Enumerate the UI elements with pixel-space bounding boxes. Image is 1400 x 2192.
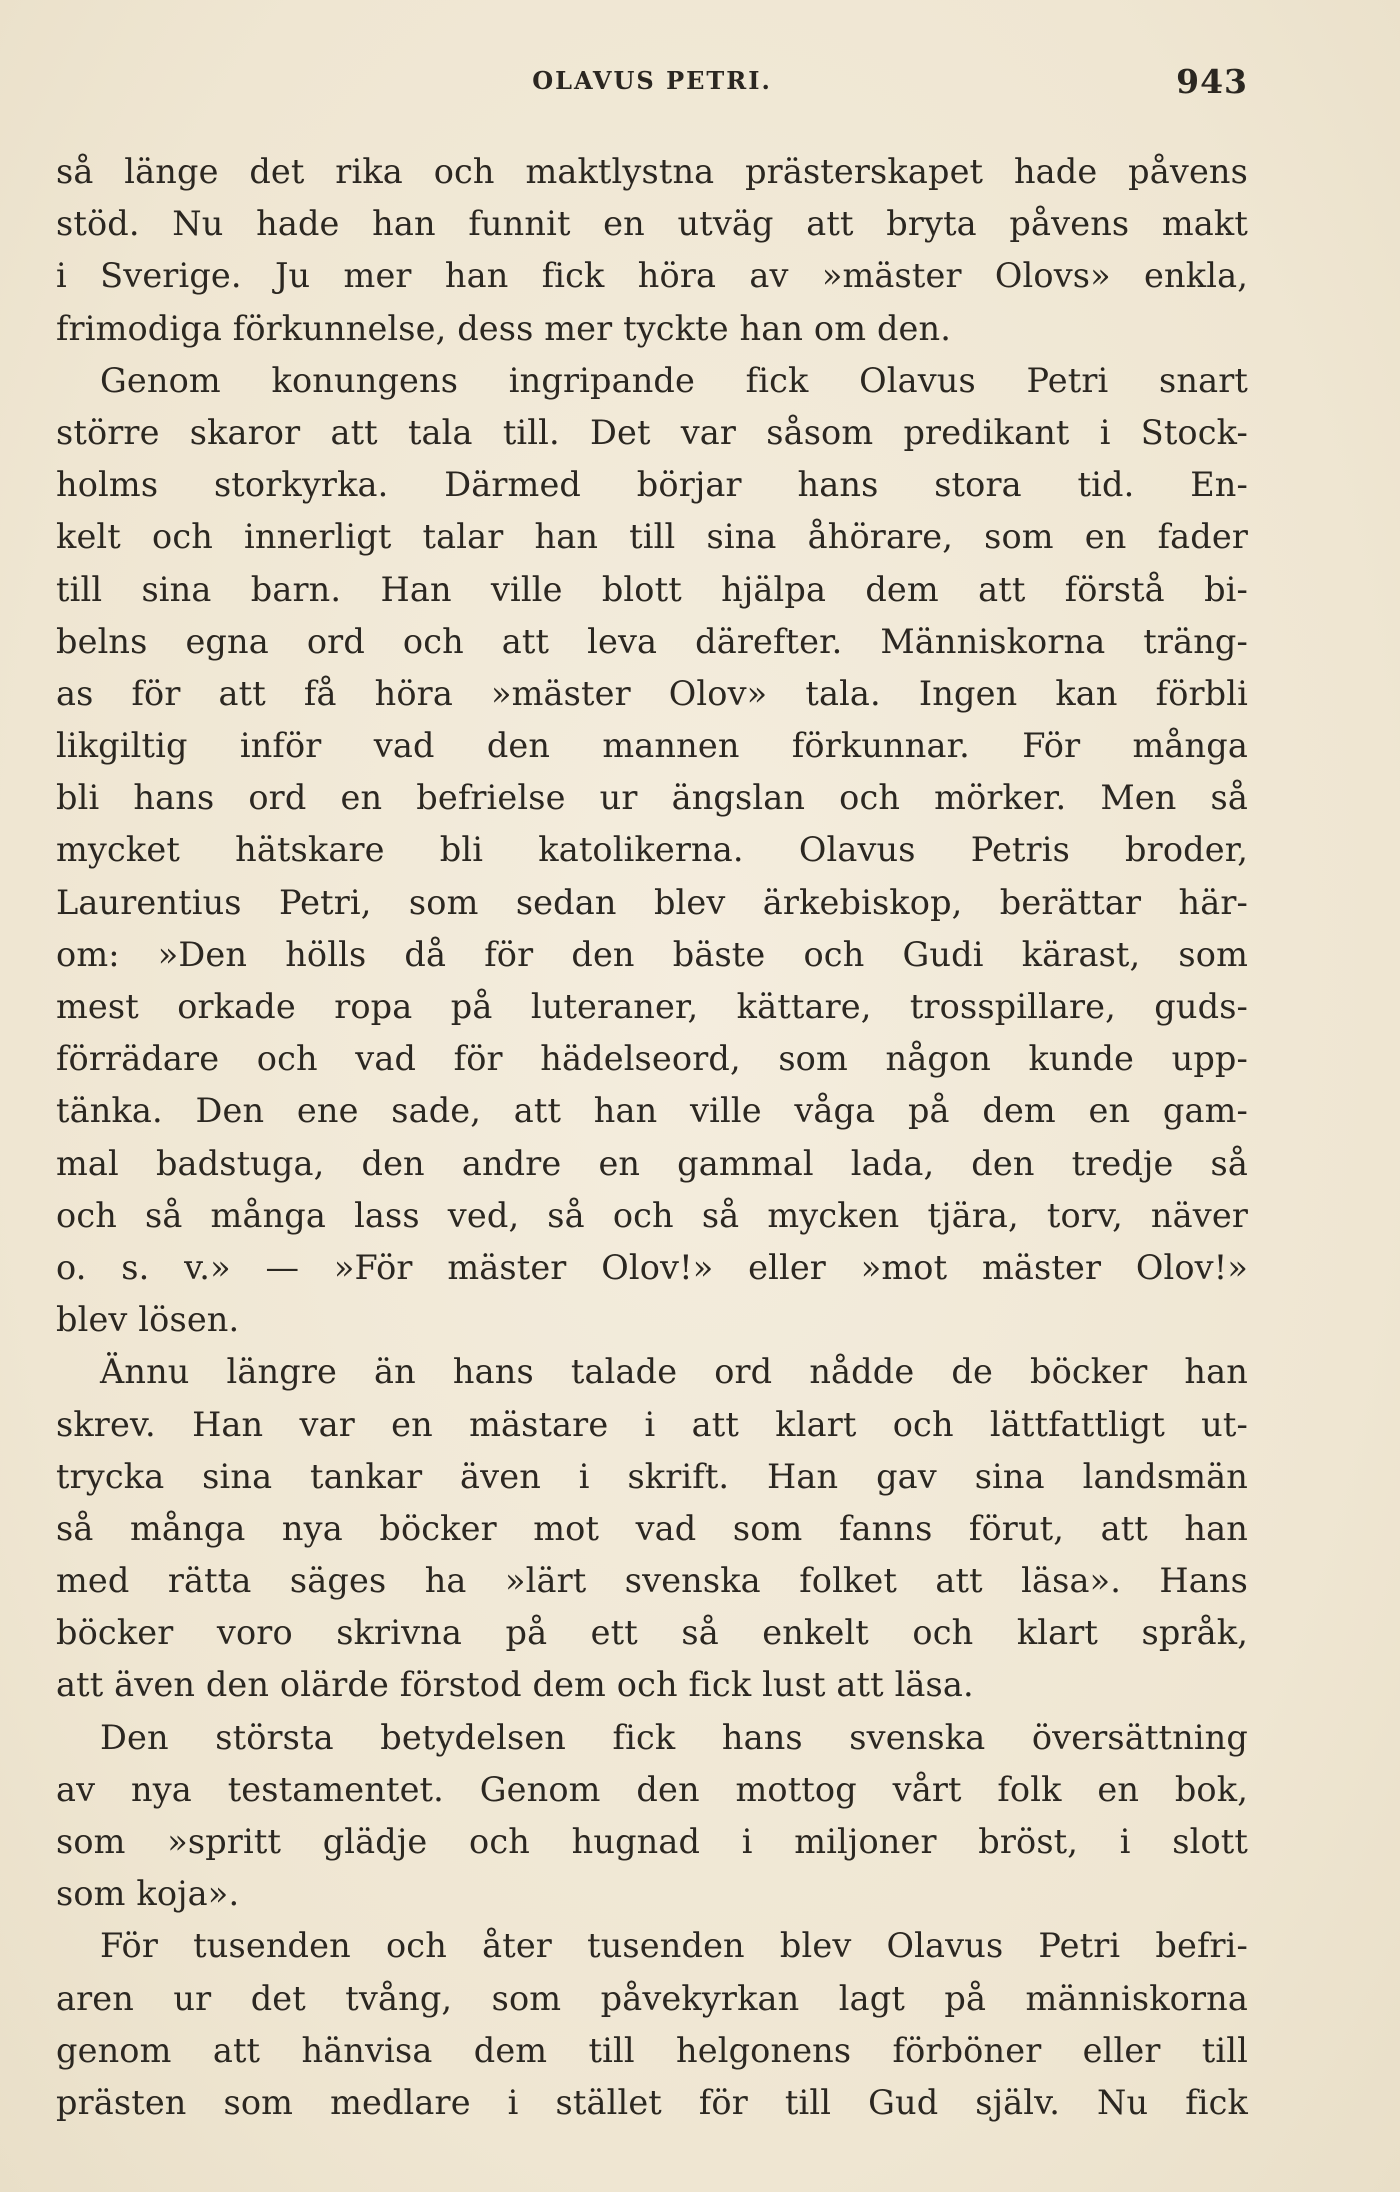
- text-line: genom att hänvisa dem till helgonens förböner eller till: [56, 2030, 1248, 2070]
- text-line: så många nya böcker mot vad som fanns förut, att han: [56, 1508, 1248, 1548]
- text-line: prästen som medlare i stället för till Gud själv. Nu fick: [56, 2082, 1248, 2122]
- text-line: böcker voro skrivna på ett så enkelt och klart språk,: [56, 1613, 1248, 1653]
- text-line: om: »Den hölls då för den bäste och Gudi kärast, som: [56, 934, 1248, 974]
- text-line: skrev. Han var en mästare i att klart och lättfattligt ut-: [56, 1404, 1248, 1444]
- text-line: och så många lass ved, så och så mycken tjära, torv, näver: [56, 1195, 1248, 1235]
- text-line: bli hans ord en befrielse ur ängslan och mörker. Men så: [56, 778, 1248, 818]
- text-line: o. s. v.» — »För mäster Olov!» eller »mot mäster Olov!»: [56, 1247, 1248, 1287]
- text-line: att även den olärde förstod dem och fick lust att läsa.: [56, 1665, 974, 1705]
- text-line: För tusenden och åter tusenden blev Olavus Petri befri-: [100, 1926, 1248, 1966]
- text-line: frimodiga förkunnelse, dess mer tyckte han om den.: [56, 308, 952, 348]
- text-line: av nya testamentet. Genom den mottog vårt folk en bok,: [56, 1769, 1248, 1809]
- text-line: till sina barn. Han ville blott hjälpa dem att förstå bi-: [56, 569, 1248, 609]
- text-line: i Sverige. Ju mer han fick höra av »mäster Olovs» enkla,: [56, 256, 1248, 296]
- text-line: med rätta säges ha »lärt svenska folket att läsa». Hans: [56, 1561, 1248, 1601]
- text-line: tänka. Den ene sade, att han ville våga på dem en gam-: [56, 1091, 1248, 1131]
- text-line: kelt och innerligt talar han till sina åhörare, som en fader: [56, 517, 1248, 557]
- text-line: mest orkade ropa på luteraner, kättare, trosspillare, guds-: [56, 987, 1248, 1026]
- text-line: större skaror att tala till. Det var såsom predikant i Stock-: [56, 412, 1248, 452]
- page-header: [56, 62, 1248, 112]
- text-line: som »spritt glädje och hugnad i miljoner bröst, i slott: [56, 1822, 1248, 1861]
- text-line: så länge det rika och maktlystna prästerskapet hade påvens: [56, 152, 1248, 191]
- text-line: belns egna ord och att leva därefter. Människorna träng-: [56, 621, 1248, 661]
- text-line: Ännu längre än hans talade ord nådde de böcker han: [100, 1352, 1248, 1392]
- text-line: förrädare och vad för hädelseord, som någon kunde upp-: [56, 1039, 1248, 1079]
- text-line: aren ur det tvång, som påvekyrkan lagt på människorna: [56, 1978, 1248, 2018]
- text-line: Genom konungens ingripande fick Olavus Petri snart: [100, 360, 1248, 400]
- text-line: Laurentius Petri, som sedan blev ärkebiskop, berättar här-: [56, 882, 1248, 922]
- text-line: Den största betydelsen fick hans svenska översättning: [100, 1717, 1248, 1757]
- page-number: 943: [1176, 62, 1248, 101]
- text-line: mal badstuga, den andre en gammal lada, den tredje så: [56, 1143, 1248, 1183]
- text-line: holms storkyrka. Därmed börjar hans stora tid. En-: [56, 465, 1248, 505]
- text-line: blev lösen.: [56, 1300, 240, 1340]
- text-line: as för att få höra »mäster Olov» tala. Ingen kan förbli: [56, 673, 1248, 713]
- running-title: OLAVUS PETRI.: [532, 66, 772, 95]
- text-line: likgiltig inför vad den mannen förkunnar. För många: [56, 726, 1248, 766]
- text-line: stöd. Nu hade han funnit en utväg att bryta påvens makt: [56, 204, 1248, 244]
- body-text: [56, 146, 1248, 2129]
- text-line: mycket hätskare bli katolikerna. Olavus Petris broder,: [56, 830, 1248, 870]
- text-line: trycka sina tankar även i skrift. Han gav sina landsmän: [56, 1456, 1248, 1496]
- text-line: som koja».: [56, 1874, 240, 1914]
